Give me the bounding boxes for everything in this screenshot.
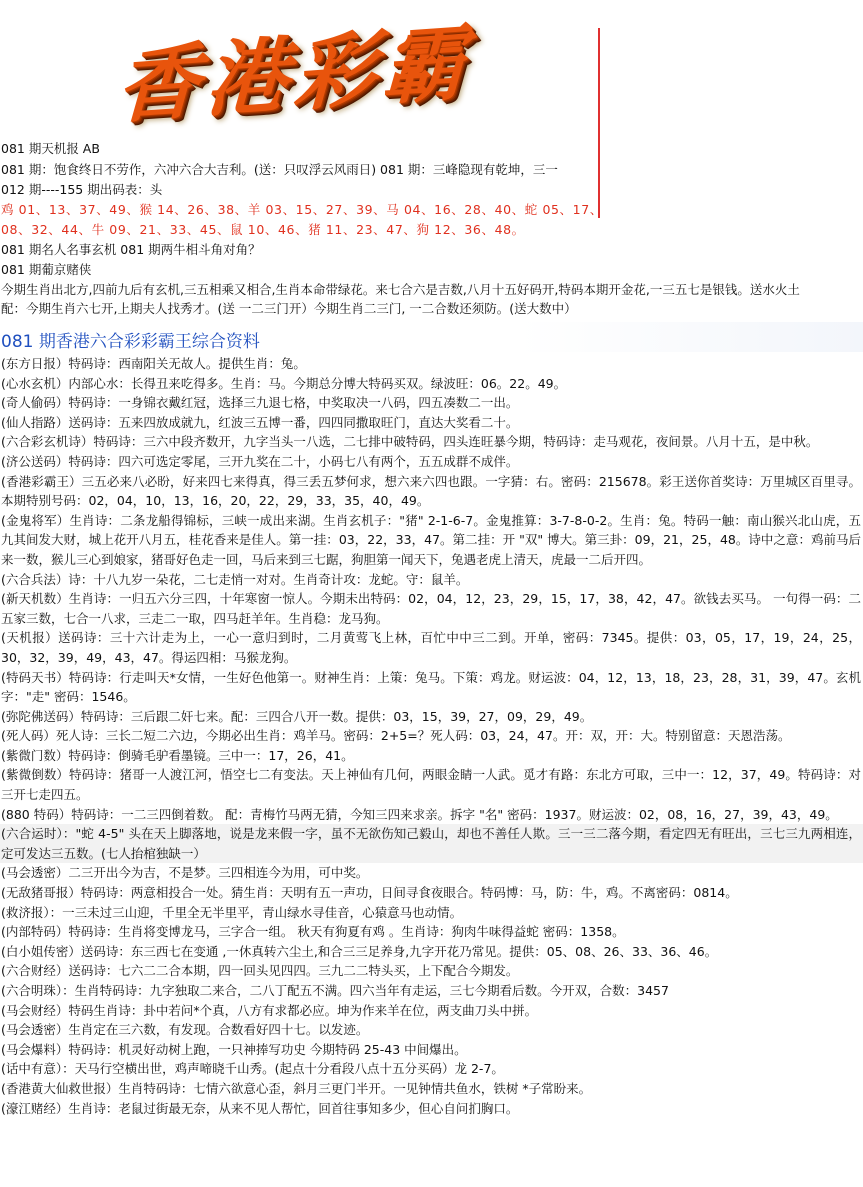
banner-image [0, 0, 600, 142]
mid-line-4: 配：今期生肖六七开,上期夫人找秀才。(送 一二三门开）今期生肖二三门, 一二合数还须防。(送大数中） [1, 301, 577, 316]
entry: (东方日报）特码诗：西南阳关无故人。提供生肖：兔。 [1, 356, 306, 371]
entry: (马会财经）特码生肖诗：卦中若问*个真，八方有求都必应。坤为作来羊在位，两支曲刀头中拼。 [1, 1002, 538, 1018]
entry: (仙人指路）送码诗：五来四放成就九，红波三五博一番，四四同撒取旺门，直达大奖看二十。 [1, 414, 519, 430]
top-line-1: 081 期天机报 AB [1, 141, 100, 156]
entries-list [0, 354, 863, 1118]
entry: (六合明珠）：生肖特码诗：九字独取二来合，二八丁配五不满。四六当年有走运，三七今期看后数。今开双，合数：3457 [1, 983, 669, 998]
entry: (死人码）死人诗：三长二短二六边，今期必出生肖：鸡羊马。密码：2+5=？死人码：03，24，47。开：双，开：大。特别留意：天恩浩荡。 [1, 728, 791, 744]
entry: (无敌猪哥报）特码诗：两意相投合一处。猜生肖：天明有五一声功，日间寻食夜眼合。特码博：马，防：牛，鸡。不离密码：0814。 [1, 885, 738, 901]
entry: (天机报）送码诗：三十六计走为上，一心一意归到时，二月黄莺飞上林，百忙中中三二到。开单，密码：7345。提供：03，05，17，19，24，25，30，32，39，49，43，47。得运四相：马猴龙狗。 [1, 630, 861, 665]
red-divider-line [598, 28, 600, 218]
entry: (特码天书）特码诗：行走叫天*女情，一生好色他第一。财神生肖：上策：兔马。下策：鸡龙。财运波：04，12，13，18，23，28，31，39，47。玄机字："走" 密码：1546。 [1, 669, 861, 705]
entry: (880 特码）特码诗：一二三四倒着数。 配：青梅竹马两无猜，今知三四来求亲。拆字 "名" 密码：1937。财运波：02，08，16，27，39，43，49。 [1, 806, 838, 822]
entry: (香港黄大仙救世报）生肖特码诗：七情六欲意心歪，斜月三更门半开。一见钟情共鱼水，铁树 *子常盼来。 [1, 1080, 592, 1096]
entry: (六合兵法）诗：十八九岁一朵花，二七走悄一对对。生肖奇计攻：龙蛇。守：鼠羊。 [1, 571, 469, 587]
entry: (马会爆料）特码诗：机灵好动树上跑，一只神捧写功史 今期特码 25-43 中间爆出。 [1, 1041, 467, 1057]
entry: (心水玄机）内部心水：长得丑来吃得多。生肖：马。今期总分博大特码买双。绿波旺：06。22。49。 [1, 375, 567, 391]
entry: (救济报）：一三未过三山迎，千里全无半里平，青山绿水寻佳音，心猿意马也动情。 [1, 904, 463, 920]
top-line-3: 012 期----155 期出码表：头 [1, 182, 163, 197]
entry: (马会透密）二三开出今为吉，不是梦。三四相连今为用，可中奖。 [1, 865, 369, 881]
number-line-2: 08、32、44、牛 09、21、33、45、鼠 10、46、猪 11、23、47、狗 12、36、48。 [1, 222, 525, 237]
number-line-1: 鸡 01、13、37、49、猴 14、26、38、羊 03、15、27、39、马 04、16、28、40、蛇 05、17、 [1, 202, 603, 217]
section-header: 081 期香港六合彩彩霸王综合资料 [1, 332, 260, 352]
entry: (香港彩霸王）三五必来八必盼，好来四七来得真，得三丢五梦何求，想六来六四也跟。一字猜：右。密码：215678。彩王送你首奖诗：万里城区百里寻。本期特别号码：02，04，10，13，16，20，22，29，33，35，40，49。 [1, 473, 861, 509]
entry: (濠江赌经）生肖诗：老鼠过街最无奈，从来不见人帮忙，回首往事知多少，但心自问扪胸口。 [1, 1100, 519, 1116]
entry: (紫微门数）特码诗：倒骑毛驴看墨镜。三中一：17，26，41。 [1, 747, 354, 763]
entry: (白小姐传密）送码诗：东三西七在变通 ,一休真转六尘土,和合三三足养身,九字开花乃常见。提供：05、08、26、33、36、46。 [1, 943, 718, 959]
entry: (六合运时）："蛇 4-5" 头在天上脚落地，说是龙来假一字，虽不无欲伤知己毅山，却也不善任人欺。三一三二落今期，看定四无有旺出，三七三九两相连，定可发达三五数。(七人抬棺独缺一） [0, 824, 863, 863]
entry: (马会透密）生肖定在三六数，有发现。合数看好四十七。以发迹。 [1, 1022, 369, 1038]
entry: (弥陀佛送码）特码诗：三后跟二奸七来。配：三四合八开一数。提供：03，15，39，27，09，29，49。 [1, 708, 593, 724]
entry: (话中有意）：天马行空横出世，鸡声啼晓千山秀。(起点十分看段八点十五分买码）龙 2-7。 [1, 1061, 504, 1077]
top-line-2: 081 期：饱食终日不劳作，六冲六合大吉利。(送：只叹浮云风雨日) 081 期：三峰隐现有乾坤，三一 [1, 162, 558, 177]
entry: (六合财经）送码诗：七六二二合本期，四一回头见四四。三九二二特头买，上下配合今期发。 [1, 963, 519, 979]
entry: (六合彩玄机诗）特码诗：三六中段齐数开，九字当头一八选，二七排中破特码，四头连旺暴今期，特码诗：走马观花，夜间景。八月十五，是中秋。 [1, 434, 819, 450]
mid-line-3: 今期生肖出北方,四前九后有玄机,三五相乘又相合,生肖本命带绿花。来七合六是吉数,八月十五好码开,特码本期开金花,一三五七是银钱。送水火土 [1, 282, 800, 297]
entry: (金鬼将军）生肖诗：二条龙船得锦标，三峡一成出来湖。生肖玄机子："猪" 2-1-6-7。金鬼推算：3-7-8-0-2。生肖：兔。特码一触：南山猴兴北山虎，五九其间发大财，城上花开八月五，桂花香来是佳人。第一挂：03，22，33，47。第二挂：开 "双" 博大。第三卦：09，21，25，48。诗中之意：鸡前马后来一数，猴儿三心到娘家，猪哥好色走一回，马后来到三七踞，狗胆第一闻天下，兔遇老虎上清天，虎最一二后开四。 [1, 512, 861, 567]
entry: (奇人偷码）特码诗：一身锦衣戴红冠，选择三九退七格，中奖取决一八码，四五凑数二一出。 [1, 395, 519, 411]
entry: (新天机数）生肖诗：一归五六分三四，十年寒窗一惊人。今期未出特码：02，04，12，23，29，15，17，38，42，47。欲钱去买马。 一句得一码：二五家三数，七合一八求，三走二一取，四马赶羊年。生肖稳：龙马狗。 [1, 591, 861, 626]
entry: (济公送码）特码诗：四六可选定零尾，三开九奖在二十，小码七八有两个，五五成群不成伴。 [1, 453, 519, 469]
banner-title-logo: 香港彩霸 [115, 14, 473, 136]
mid-line-2: 081 期葡京赌侠 [1, 262, 92, 277]
entry: (紫微倒数）特码诗：猪哥一人渡江河，悟空七二有变法。天上神仙有几何，两眼金睛一人武。觅才有路：东北方可取，三中一：12，37，49。特码诗：对三开七走四五。 [1, 767, 861, 803]
entry: (内部特码）特码诗：生肖将变博龙马，三字合一组。 秋天有狗夏有鸡 。生肖诗：狗肉牛味得益蛇 密码：1358。 [1, 924, 625, 940]
mid-line-1: 081 期名人名事玄机 081 期两牛相斗角对角？ [1, 242, 261, 257]
